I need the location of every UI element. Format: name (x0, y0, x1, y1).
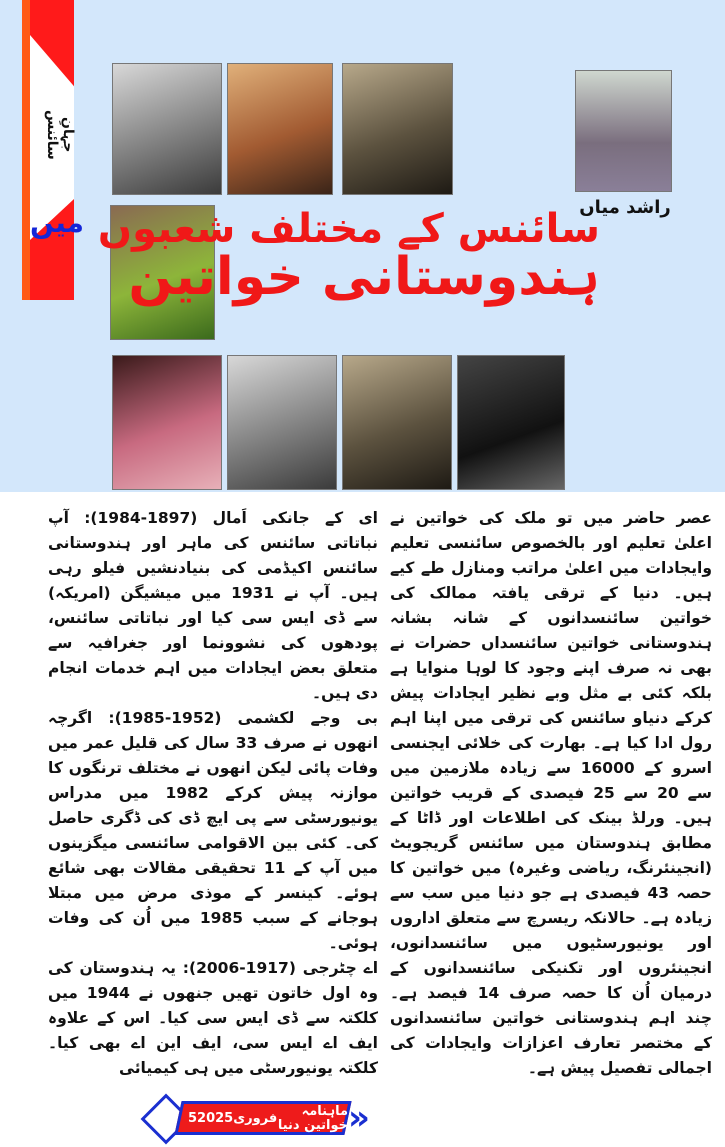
paragraph: بی وجے لکشمی (1952-1985): اگرچہ انھوں نے صرف 33 سال کی قلیل عمر میں وفات پائی لیکن انھوں نے مختلف ترنگوں کا موازنہ پیش کرکے 1982 میں مدراس یونیورسٹی سے پی ایچ ڈی کی ڈگری حاصل کی۔ کئی بین الاقوامی سائنسی میگزینوں میں آپ کے 11 تحقیقی مقالات بھی شائع ہوئے۔ کینسر کے موذی مرض میں مبتلا ہوجانے کے سبب 1985 میں اُن کی وفات ہوئی۔ (48, 709, 379, 952)
portrait-photo (342, 63, 453, 195)
paragraph: اے چٹرجی (1917-2006): یہ ہندوستان کی وہ اول خاتون تھیں جنھوں نے 1944 میں کلکتہ سے ڈی ایس سی کیا۔ اس کے علاوہ ایف اے ایس سی، ایف این اے بھی کیا۔ کلکتہ یونیورسٹی میں ہی کیمیائی (48, 959, 379, 1077)
portrait-photo (112, 355, 222, 490)
author-photo (575, 70, 672, 192)
footer-month: فروری (233, 1111, 278, 1126)
portrait-photo (112, 63, 222, 195)
title-line1: سائنس کے مختلف شعبوں (97, 206, 600, 252)
portrait-photo (227, 355, 337, 490)
paragraph: عصر حاضر میں تو ملک کی خواتین نے اعلیٰ تعلیم اور بالخصوص سائنسی تعلیم وایجادات میں اعلیٰ مراتب ومنازل طے کیے ہیں۔ دنیا کے ترقی یافتہ ممالک کی خواتین سائنسدانوں کے شانہ بشانہ ہندوستانی خواتین سائنسداں حضرات نے بھی نہ صرف اپنے وجود کا لوہا منوایا ہے بلکہ کئی بے مثل وبے نظیر ایجادات پیش کرکے دنیاو سائنس کی ترقی میں اپنا اہم رول ادا کیا ہے۔ بھارت کی خلائی ایجنسی اسرو کے 16000 سے زیادہ ملازمین میں سے 20 سے 25 فیصدی کے قریب خواتین ہیں۔ ورلڈ بینک کی اطلاعات اور ڈاٹا کے مطابق ہندوستان میں سائنس گریجویٹ (انجینئرنگ، ریاضی وغیرہ) میں خواتین کا حصہ 43 فیصدی ہے جو دنیا میں سب سے زیادہ ہے۔ حالانکہ ریسرچ سے متعلق اداروں اور یونیورسٹیوں میں سائنسدانوں، انجینئروں اور تکنیکی سائنسدانوں کے درمیان اُن کا حصہ صرف 14 فیصد ہے۔ چند اہم ہندوستانی خواتین سائنسدانوں کے مختصر تعارف اعزازات وایجادات کی اجمالی تفصیل پیش ہے۔ (390, 509, 713, 1077)
footer-magazine: ماہنامہ خواتین دنیا (277, 1104, 348, 1133)
page-footer (148, 1091, 378, 1147)
article-title (30, 206, 600, 307)
title-accent: میں (30, 206, 84, 239)
portrait-photo (342, 355, 452, 490)
paragraph: ای کے جانکی اَمال (1897-1984): آپ نباتاتی سائنس کی ماہر اور ہندوستانی سائنس اکیڈمی کی بنیادنشیں فیلو رہی ہیں۔ آپ نے 1931 میں میشیگن (امریکہ) سے ڈی ایس سی کیا اور نباتاتی سائنس، پودھوں کی نشوونما اور جغرافیہ سے متعلق بعض ایجادات میں اہم خدمات انجام دی ہیں۔ (48, 509, 378, 702)
section-strip (22, 0, 74, 300)
portrait-photo (227, 63, 333, 195)
author-name: راشد میاں (579, 197, 671, 218)
portrait-photo (457, 355, 565, 490)
footer-page-number: 5 (188, 1111, 198, 1126)
footer-chevron-icon: » (348, 1098, 370, 1138)
title-line2: ہندوستانی خواتین (128, 247, 600, 307)
article-column-left (48, 506, 378, 1147)
footer-year: 2025 (197, 1111, 234, 1126)
section-label: جہانِ سائنس (44, 110, 76, 160)
article-column-right (390, 506, 712, 1081)
